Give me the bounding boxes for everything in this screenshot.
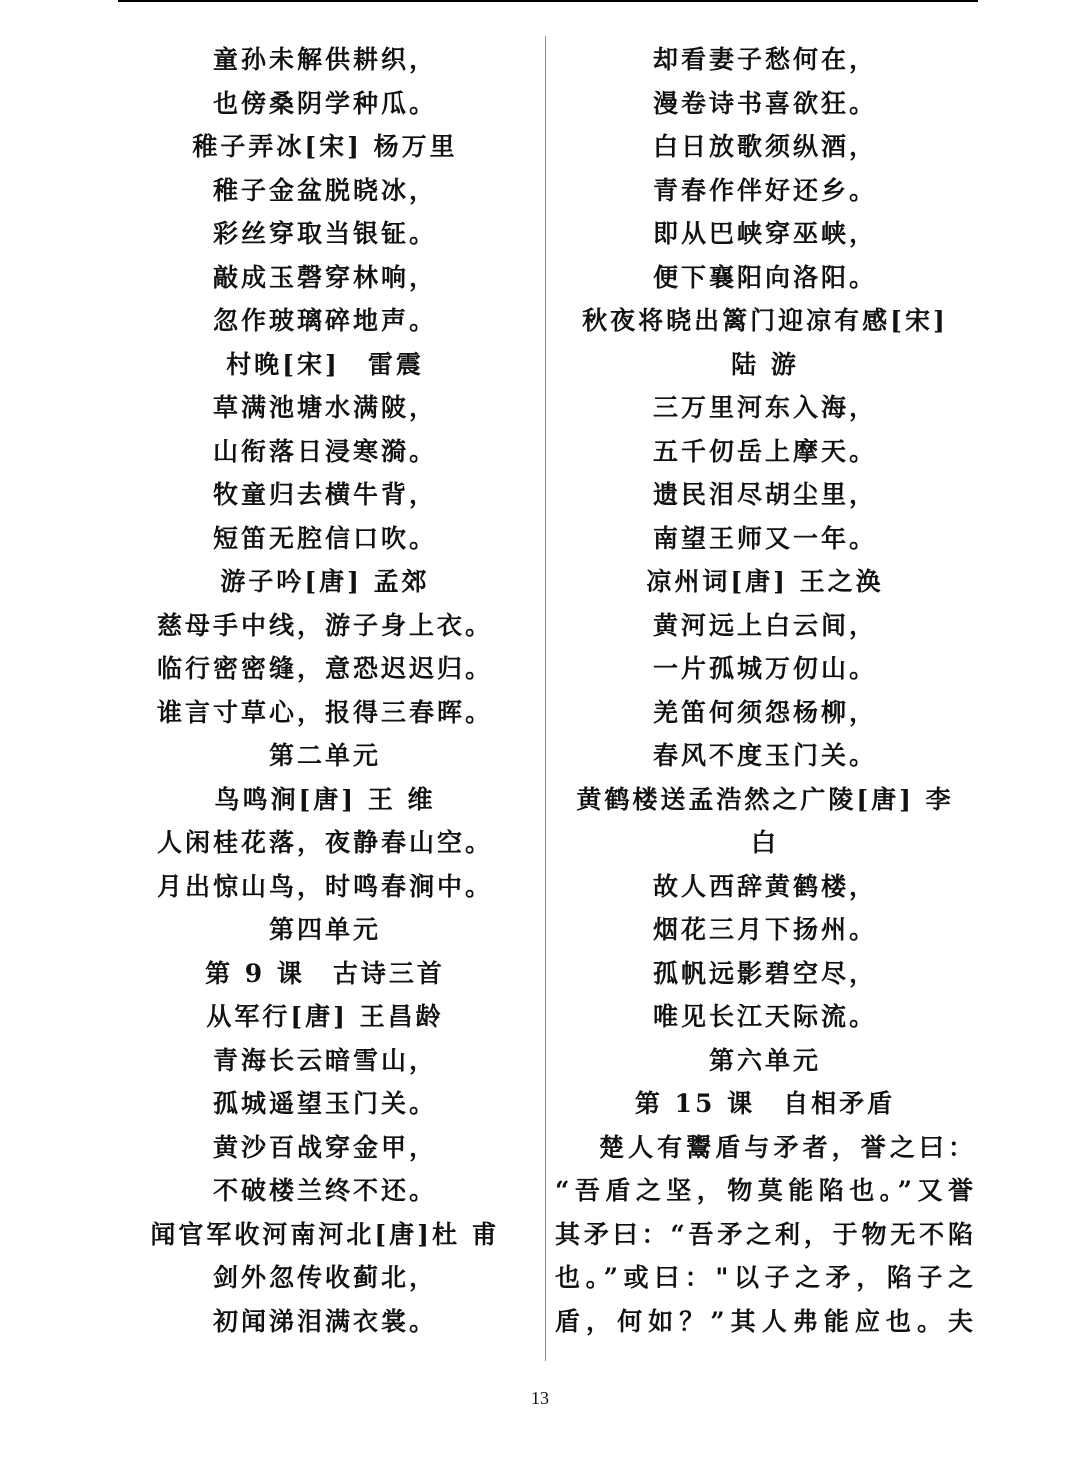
poem-line: 黄河远上白云间， <box>652 610 877 640</box>
poem-line: 漫卷诗书喜欲狂。 <box>652 88 877 118</box>
poem-line: 三万里河东入海， <box>652 393 877 422</box>
prose-line: “吾盾之坚，物莫能陷也。”又誉 <box>555 1176 975 1205</box>
poem-title: 稚子弄冰[宋] 杨万里 <box>192 132 458 161</box>
poem-title: 黄鹤楼送孟浩然之广陵[唐] 李 <box>576 784 954 814</box>
poem-line: 五千仞岳上摩天。 <box>652 436 877 466</box>
poem-line: 敲成玉磬穿林响， <box>212 262 437 292</box>
poem-line: 人闲桂花落，夜静春山空。 <box>156 828 493 857</box>
unit-heading: 第四单元 <box>268 915 381 944</box>
poem-line: 慈母手中线，游子身上衣。 <box>156 610 493 640</box>
poem-line: 初闻涕泪满衣裳。 <box>212 1306 437 1336</box>
poem-line: 南望王师又一年。 <box>652 523 877 553</box>
poem-line: 黄沙百战穿金甲， <box>212 1132 437 1162</box>
poem-line: 青海长云暗雪山， <box>212 1045 437 1075</box>
poem-title: 闻官军收河南河北[唐]杜 甫 <box>150 1219 500 1249</box>
poem-line: 烟花三月下扬州。 <box>652 915 877 944</box>
poem-line: 谁言寸草心，报得三春晖。 <box>156 697 493 727</box>
page-number: 13 <box>531 1388 549 1408</box>
column-divider <box>545 36 546 1361</box>
poem-line: 故人西辞黄鹤楼， <box>652 871 877 901</box>
poem-line: 遗民泪尽胡尘里， <box>652 480 877 509</box>
poem-line: 临行密密缝，意恐迟迟归。 <box>156 654 493 683</box>
prose-line: 也。”或曰："以子之矛，陷子之 <box>555 1263 975 1292</box>
poem-line: 孤帆远影碧空尽， <box>652 958 877 988</box>
prose-line: 楚人有鬻盾与矛者，誉之曰： <box>599 1132 975 1162</box>
poem-line: 草满池塘水满陂， <box>212 393 437 422</box>
unit-heading: 第六单元 <box>708 1045 821 1075</box>
poem-line: 孤城遥望玉门关。 <box>212 1089 437 1118</box>
poem-line: 山衔落日浸寒漪。 <box>212 436 437 466</box>
poem-title: 从军行[唐] 王昌龄 <box>206 1002 444 1031</box>
poem-author: 白 <box>750 828 779 857</box>
poem-line: 却看妻子愁何在， <box>652 45 877 74</box>
prose-line: 其矛曰：“吾矛之利，于物无不陷 <box>555 1219 975 1249</box>
poem-line: 彩丝穿取当银钲。 <box>212 219 437 248</box>
poem-line: 忽作玻璃碎地声。 <box>212 306 437 335</box>
poem-title: 凉州词[唐] 王之涣 <box>646 567 884 596</box>
poem-line: 白日放歌须纵酒， <box>652 132 877 161</box>
unit-heading: 第二单元 <box>268 741 381 770</box>
poem-title: 鸟鸣涧[唐] 王 维 <box>214 784 436 814</box>
poem-line: 也傍桑阴学种瓜。 <box>212 88 437 118</box>
poem-title: 秋夜将晓出篱门迎凉有感[宋] <box>582 306 948 335</box>
lesson-heading: 第 9 课 古诗三首 <box>205 958 445 988</box>
poem-line: 稚子金盆脱晓冰， <box>212 175 437 205</box>
poem-line: 春风不度玉门关。 <box>652 741 877 770</box>
poem-title: 游子吟[唐] 孟郊 <box>220 567 430 596</box>
poem-line: 童孙未解供耕织， <box>212 45 437 74</box>
poem-line: 牧童归去横牛背， <box>212 480 437 509</box>
top-rule <box>118 0 978 2</box>
right-column <box>555 38 975 1343</box>
poem-author: 陆 游 <box>731 349 799 379</box>
poem-line: 剑外忽传收蓟北， <box>212 1263 437 1292</box>
lesson-heading: 第 15 课 自相矛盾 <box>634 1089 896 1118</box>
poem-line: 一片孤城万仞山。 <box>652 654 877 683</box>
poem-line: 不破楼兰终不还。 <box>212 1176 437 1205</box>
prose-line: 盾，何如？”其人弗能应也。夫 <box>555 1306 975 1336</box>
poem-line: 青春作伴好还乡。 <box>652 175 877 205</box>
poem-line: 短笛无腔信口吹。 <box>212 523 437 553</box>
poem-line: 便下襄阳向洛阳。 <box>652 262 877 292</box>
poem-line: 月出惊山鸟，时鸣春涧中。 <box>156 871 493 901</box>
poem-line: 羌笛何须怨杨柳， <box>652 697 877 727</box>
left-column <box>115 38 535 1343</box>
poem-title: 村晚[宋] 雷震 <box>226 349 424 379</box>
poem-line: 唯见长江天际流。 <box>652 1002 877 1031</box>
poem-line: 即从巴峡穿巫峡， <box>652 219 877 248</box>
